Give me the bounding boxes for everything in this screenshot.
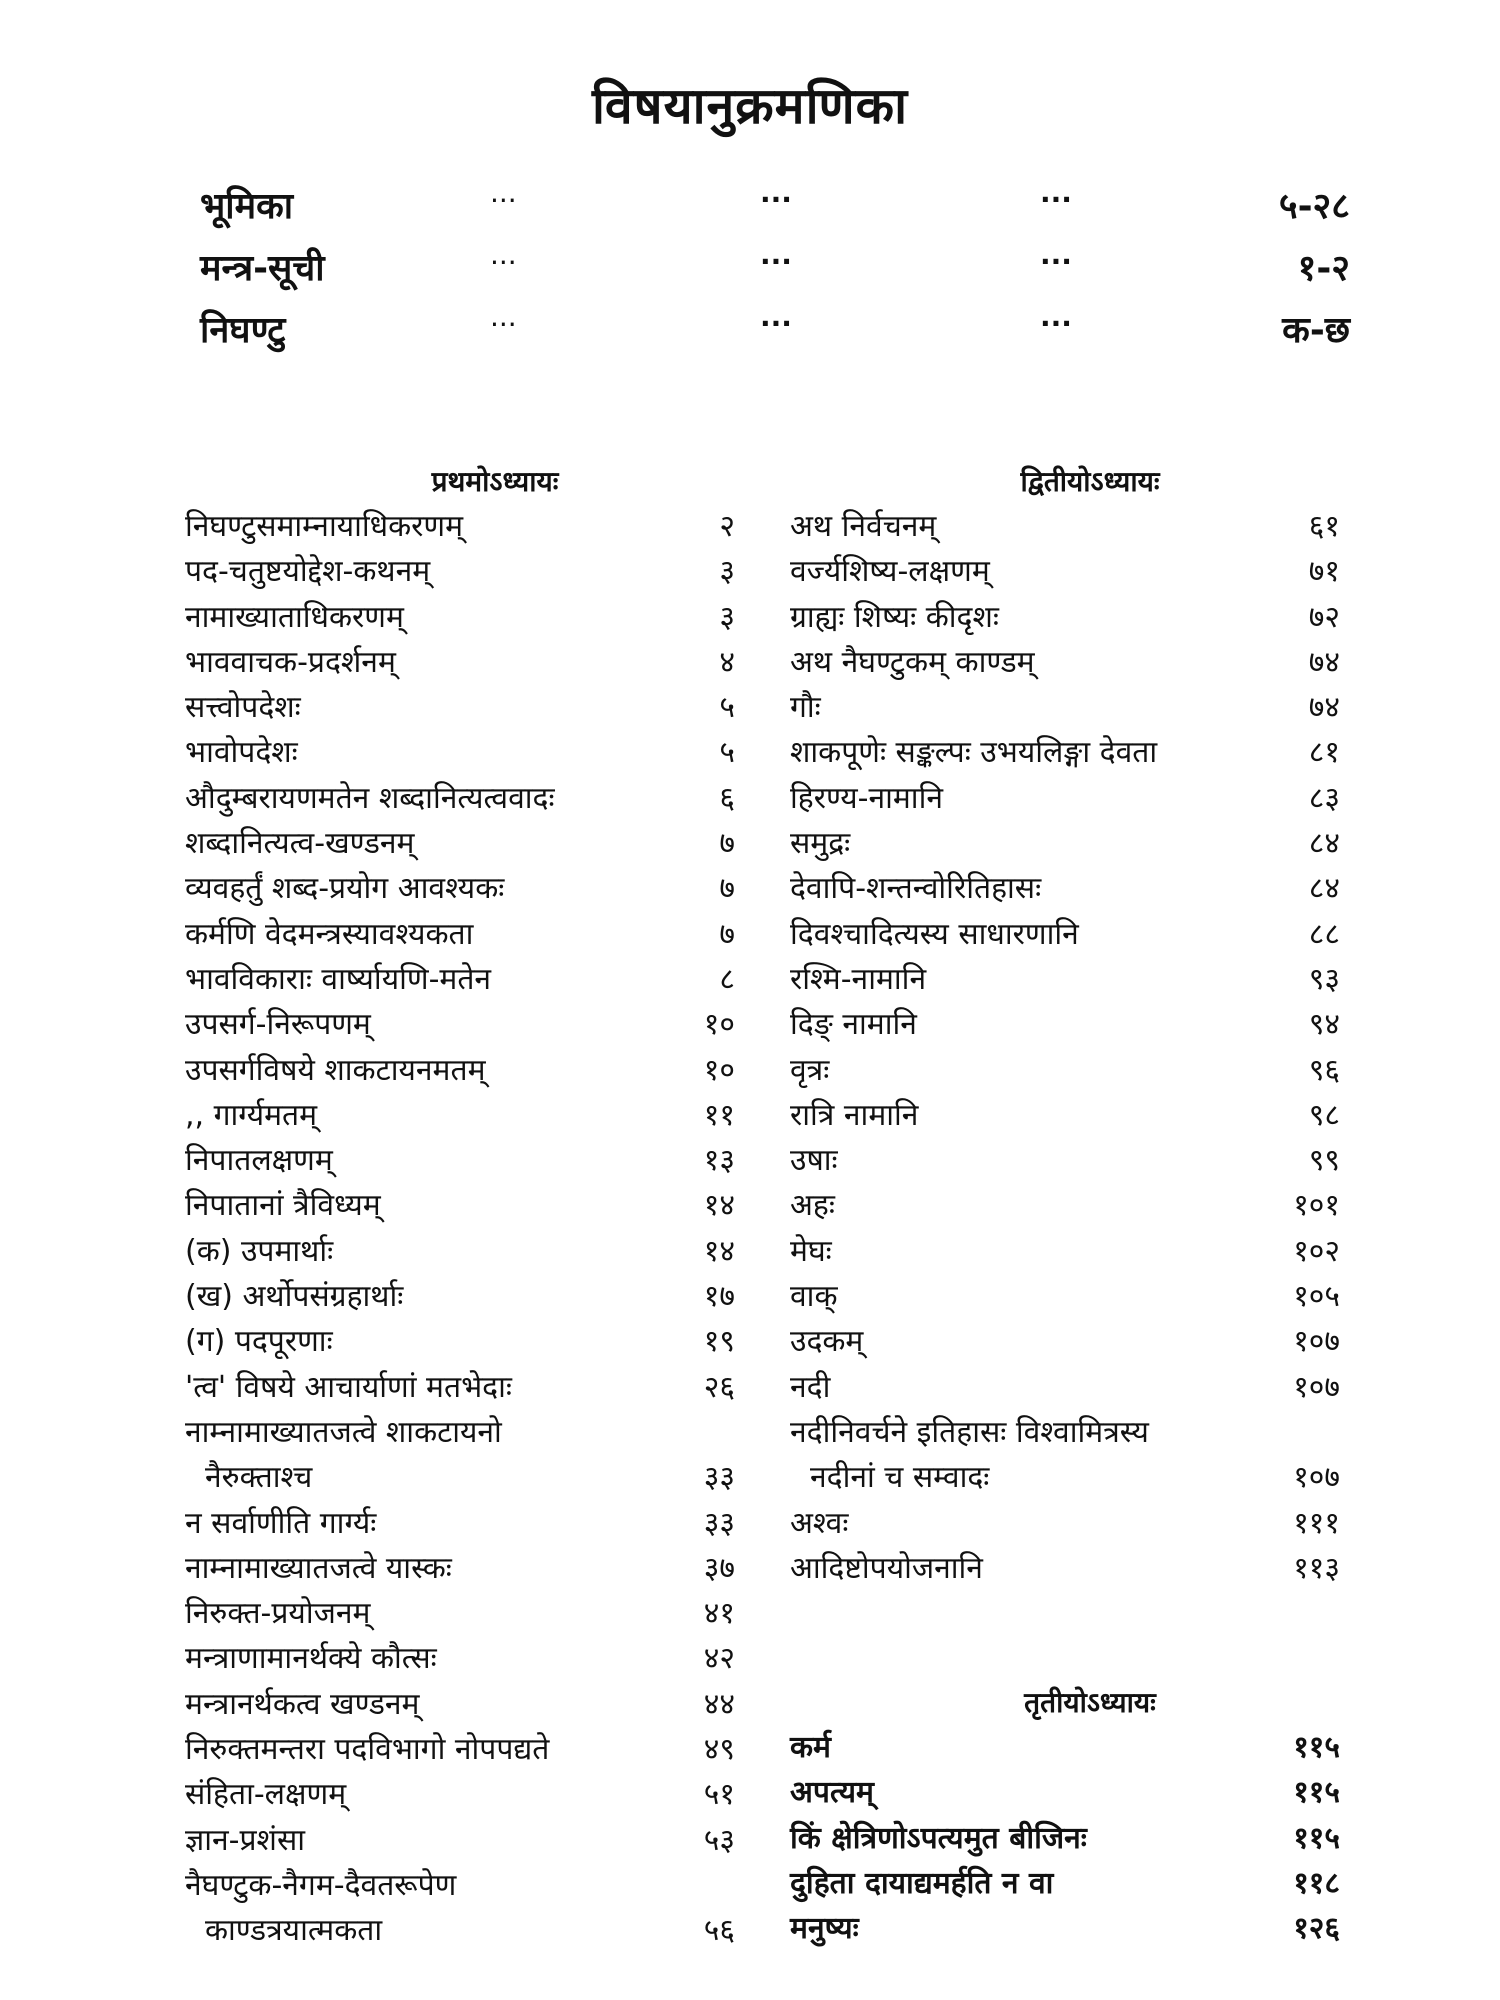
entry-title: वृत्रः [790,1052,830,1088]
entry-page: ३७ [703,1550,735,1586]
entry-title: नैरुक्ताश्च [205,1460,313,1496]
entry-page: ११५ [1293,1730,1340,1766]
toc-entry [790,1093,1350,1138]
toc-dots: ... [1040,176,1072,209]
top-toc [200,176,1360,366]
entry-title: व्यवहर्तुं शब्द-प्रयोग आवश्यकः [185,871,505,907]
entry-title: अथ निर्वचनम् [790,509,937,544]
toc-entry [185,1093,745,1138]
entry-page: ४१ [703,1596,735,1632]
toc-page: क-छ [1282,310,1350,351]
entry-page: ११ [703,1097,735,1133]
entry-page: ८१ [1308,735,1340,771]
toc-label: भूमिका [200,186,294,227]
entry-title: पद-चतुष्टयोद्देश-कथनम् [185,554,431,590]
entry-page: ४९ [703,1732,735,1768]
entry-title: नामाख्याताधिकरणम् [185,599,404,635]
entry-page: ४२ [703,1641,735,1677]
entry-title: उषाः [790,1143,838,1179]
toc-entry [790,1002,1350,1047]
toc-entry [790,1138,1350,1183]
toc-dots: ... [490,238,517,271]
toc-entry [185,1274,745,1319]
toc-label: निघण्टु [200,310,286,351]
entry-page: ३३ [703,1505,735,1541]
entry-title: देवापि-शन्तन्वोरितिहासः [790,871,1042,907]
toc-entry [185,1546,745,1591]
entry-title: न सर्वाणीति गार्ग्यः [185,1505,377,1541]
entry-page: ७१ [1308,554,1340,590]
entry-page: ९४ [1308,1007,1340,1043]
entry-title: उदकम् [790,1324,864,1360]
toc-entry [790,1274,1350,1319]
toc-entry [790,1048,1350,1093]
toc-entry [790,504,1350,549]
entry-title: नाम्नामाख्यातजत्वे यास्कः [185,1550,452,1586]
toc-entry [185,1772,745,1817]
entry-page: ८३ [1308,780,1340,816]
entry-title: शब्दानित्यत्व-खण्डनम् [185,826,415,862]
entry-title: दिवश्चादित्यस्य साधारणानि [790,916,1079,952]
entry-page: १२६ [1293,1911,1340,1947]
entry-title: आदिष्टोपयोजनानि [790,1550,983,1586]
toc-entry [185,1229,745,1274]
toc-entry [185,957,745,1002]
entry-page: २६ [703,1369,735,1405]
entry-title: समुद्रः [790,826,851,862]
toc-entry [790,595,1350,640]
toc-row [200,176,1360,242]
entry-title: अश्वः [790,1505,849,1541]
toc-entry [185,1818,745,1863]
entry-page: २ [719,509,735,544]
toc-row [200,300,1360,366]
toc-entry [185,1727,745,1772]
entry-page: १११ [1293,1505,1340,1541]
toc-entry [790,730,1350,775]
toc-entry [185,776,745,821]
entry-title: मन्त्रानर्थकत्व खण्डनम् [185,1686,420,1722]
entry-page: ७२ [1308,599,1340,635]
toc-dots: ... [760,238,792,271]
entry-title: दुहिता दायाद्यमर्हति न वा [790,1866,1054,1902]
entry-page: ५ [719,690,735,726]
entry-title: ज्ञान-प्रशंसा [185,1822,305,1858]
entry-page: १४ [703,1233,735,1269]
entry-title: काण्डत्रयात्मकता [205,1913,383,1949]
toc-entry [790,1770,1350,1815]
entry-title: निपातानां त्रैविध्यम् [185,1188,381,1224]
toc-entry [790,1455,1350,1500]
entry-page: ११८ [1293,1866,1340,1902]
entry-page: ११३ [1293,1550,1340,1586]
entry-page: ५१ [703,1777,735,1813]
entry-title: मनुष्यः [790,1911,859,1947]
toc-label: मन्त्र-सूची [200,248,325,289]
entry-page: ८४ [1308,871,1340,907]
entry-page: ४४ [703,1686,735,1722]
entry-title: अपत्यम् [790,1775,874,1811]
toc-dots: ... [490,300,517,333]
entry-title: उपसर्ग-निरूपणम् [185,1007,371,1043]
entry-page: ३३ [703,1460,735,1496]
entry-page: ६ [719,780,735,816]
entry-title: वाक् [790,1279,838,1315]
entry-title: ग्राह्यः शिष्यः कीदृशः [790,599,999,635]
chapter-heading: द्वितीयोऽध्यायः [1020,465,1160,498]
entry-page: १०७ [1293,1460,1340,1496]
entry-page: ११५ [1293,1820,1340,1856]
entry-page: १४ [703,1188,735,1224]
entry-page: ६१ [1308,509,1340,544]
entry-page: १०५ [1293,1279,1340,1315]
chapter-2-entries [790,504,1350,1591]
entry-title: अथ नैघण्टुकम् काण्डम् [790,644,1035,680]
entry-page: ८ [719,961,735,997]
toc-entry [790,1861,1350,1906]
entry-page: ८४ [1308,826,1340,862]
entry-page: १०२ [1293,1233,1340,1269]
entry-title: निघण्टुसमाम्नायाधिकरणम् [185,509,464,544]
toc-entry [790,1816,1350,1861]
toc-dots: ... [760,176,792,209]
toc-entry [185,504,745,549]
toc-entry [790,1183,1350,1228]
entry-page: १०१ [1293,1188,1340,1224]
entry-page: ९९ [1308,1143,1340,1179]
toc-entry [790,957,1350,1002]
entry-page: १३ [703,1143,735,1179]
entry-title: (क) उपमार्थाः [185,1233,334,1269]
entry-title: नदीनां च सम्वादः [810,1460,990,1496]
entry-title: मेघः [790,1233,832,1269]
toc-entry [185,1048,745,1093]
toc-entry [185,1183,745,1228]
toc-entry [185,821,745,866]
chapter-1-entries [185,504,745,1954]
entry-title: गौः [790,690,821,726]
toc-entry [185,1455,745,1500]
entry-title: ,, गार्ग्यमतम् [185,1097,318,1133]
entry-title: हिरण्य-नामानि [790,780,943,816]
toc-entry [790,1229,1350,1274]
toc-entry [185,1863,745,1908]
entry-page: ५ [719,735,735,771]
toc-dots: ... [1040,238,1072,271]
entry-title: उपसर्गविषये शाकटायनमतम् [185,1052,486,1088]
entry-title: अहः [790,1188,835,1224]
toc-entry [790,1501,1350,1546]
toc-entry [185,640,745,685]
entry-page: ७ [719,826,735,862]
entry-page: ९६ [1308,1052,1340,1088]
toc-entry [185,1138,745,1183]
toc-entry [185,1319,745,1364]
entry-page: ७४ [1308,690,1340,726]
toc-entry [185,1410,745,1455]
toc-entry [790,1725,1350,1770]
entry-page: १०७ [1293,1369,1340,1405]
entry-page: ३ [719,554,735,590]
entry-title: संहिता-लक्षणम् [185,1777,347,1813]
entry-title: (ख) अर्थोपसंग्रहार्थाः [185,1279,404,1315]
chapter-1-column [185,460,745,1954]
toc-entry [185,912,745,957]
entry-page: ११५ [1293,1775,1340,1811]
entry-title: निरुक्तमन्तरा पदविभागो नोपपद्यते [185,1732,550,1768]
toc-dots: ... [760,300,792,333]
toc-page: ५-२८ [1278,186,1350,227]
toc-entry [185,595,745,640]
entry-title: नदीनिवर्चने इतिहासः विश्वामित्रस्य [790,1414,1149,1450]
entry-title: रात्रि नामानि [790,1097,919,1133]
entry-title: कर्म [790,1730,831,1766]
toc-dots: ... [490,176,517,209]
chapter-2-column [790,460,1350,1952]
entry-page: ७ [719,871,735,907]
entry-title: कर्मणि वेदमन्त्रस्यावश्यकता [185,916,474,952]
entry-title: निरुक्त-प्रयोजनम् [185,1596,371,1632]
entry-page: ७४ [1308,644,1340,680]
entry-title: निपातलक्षणम् [185,1143,333,1179]
entry-title: नदी [790,1369,831,1405]
entry-title: सत्त्वोपदेशः [185,690,301,726]
toc-entry [185,1591,745,1636]
toc-entry [185,1636,745,1681]
entry-title: भाववाचक-प्रदर्शनम् [185,644,396,680]
entry-title: मन्त्राणामानर्थक्ये कौत्सः [185,1641,437,1677]
entry-title: नाम्नामाख्यातजत्वे शाकटायनो [185,1414,502,1450]
entry-page: ९३ [1308,961,1340,997]
toc-entry [790,1319,1350,1364]
toc-entry [790,549,1350,594]
toc-entry [185,730,745,775]
toc-entry [790,1365,1350,1410]
entry-page: ५६ [703,1913,735,1949]
entry-title: (ग) पदपूरणाः [185,1324,333,1360]
entry-title: भावविकाराः वार्ष्यायणि-मतेन [185,961,492,997]
toc-entry [790,821,1350,866]
entry-page: १९ [703,1324,735,1360]
entry-title: औदुम्बरायणमतेन शब्दानित्यत्ववादः [185,780,555,816]
entry-title: शाकपूणेः सङ्कल्पः उभयलिङ्गा देवता [790,735,1158,771]
chapter-3-entries [790,1725,1350,1951]
toc-page: १-२ [1297,248,1350,289]
toc-entry [790,912,1350,957]
entry-title: नैघण्टुक-नैगम-दैवतरूपेण [185,1867,457,1903]
entry-page: १७ [703,1279,735,1315]
entry-page: १० [703,1007,735,1043]
toc-entry [790,1546,1350,1591]
toc-row [200,238,1360,304]
toc-entry [790,1410,1350,1455]
entry-page: ५३ [703,1822,735,1858]
chapter-heading: प्रथमोऽध्यायः [431,465,559,498]
toc-entry [185,1365,745,1410]
entry-title: दिङ् नामानि [790,1007,917,1043]
entry-page: ९८ [1308,1097,1340,1133]
entry-title: रश्मि-नामानि [790,961,927,997]
toc-entry [185,866,745,911]
entry-page: ४ [719,644,735,680]
toc-entry [185,1682,745,1727]
toc-dots: ... [1040,300,1072,333]
entry-page: १०७ [1293,1324,1340,1360]
toc-entry [790,866,1350,911]
toc-entry [790,640,1350,685]
chapter-heading: तृतीयोऽध्यायः [1024,1686,1156,1720]
toc-entry [185,1501,745,1546]
toc-entry [185,1908,745,1953]
entry-page: ७ [719,916,735,952]
toc-entry [790,685,1350,730]
toc-entry [185,1002,745,1047]
entry-title: भावोपदेशः [185,735,298,771]
toc-entry [185,549,745,594]
page-title: विषयानुक्रमणिका [591,77,909,135]
entry-title: 'त्व' विषये आचार्याणां मतभेदाः [185,1369,512,1405]
entry-page: ३ [719,599,735,635]
toc-entry [790,776,1350,821]
entry-title: वर्ज्यशिष्य-लक्षणम् [790,554,990,590]
entry-page: १० [703,1052,735,1088]
entry-page: ८८ [1308,916,1340,952]
toc-entry [185,685,745,730]
entry-title: किं क्षेत्रिणोऽपत्यमुत बीजिनः [790,1820,1087,1856]
toc-entry [790,1906,1350,1951]
